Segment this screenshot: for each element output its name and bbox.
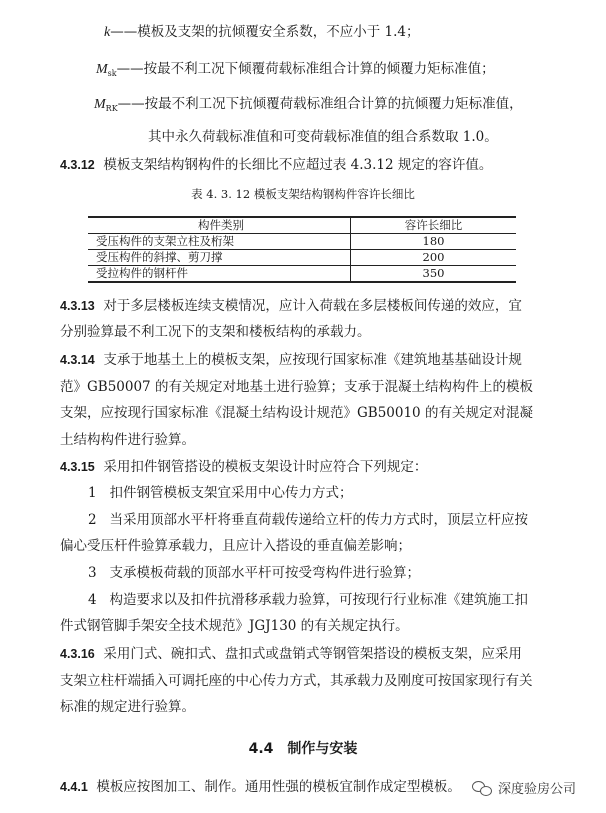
item-text: 支承模板荷载的顶部水平杆可按受弯构件进行验算；	[109, 565, 420, 581]
clause-text: 对于多层楼板连续支模情况，应计入荷载在多层楼板间传递的效应，宜	[103, 298, 522, 314]
symbol-m: M	[94, 97, 106, 112]
list-item	[88, 484, 352, 502]
clause-text-continued: 土结构构件进行验算。	[60, 432, 195, 448]
list-item	[88, 511, 528, 529]
table-cell: 180	[351, 234, 517, 250]
item-text-continued: 件式钢管脚手架安全技术规范》JGJ130 的有关规定执行。	[60, 618, 409, 634]
item-text: 扣件钢管模板支架宜采用中心传力方式；	[109, 485, 353, 501]
table-row	[88, 266, 516, 283]
clause-4-4-1	[60, 778, 461, 796]
definition-mrk-text: ——按最不利工况下抗倾覆荷载标准组合计算的抗倾覆力矩标准值，	[117, 96, 523, 112]
clause-4-3-13	[60, 297, 522, 315]
table-header-cell: 容许长细比	[351, 217, 517, 234]
clause-text-continued: 标准的规定进行验算。	[60, 699, 195, 715]
item-text: 构造要求以及扣件抗滑移承载力验算，可按现行行业标准《建筑施工扣	[109, 592, 528, 608]
table-row	[88, 234, 516, 250]
clause-text: 模板应按图加工、制作。通用性强的模板宜制作成定型模板。	[96, 779, 461, 795]
table-cell: 受拉构件的钢杆件	[88, 266, 351, 283]
clause-4-3-16	[60, 645, 522, 663]
item-number: 3	[88, 565, 97, 581]
clause-text-continued: 支架，应按现行国家标准《混凝土结构设计规范》GB50010 的有关规定对混凝	[60, 405, 533, 421]
clause-text: 采用门式、碗扣式、盘扣式或盘销式等钢管架搭设的模板支架，应采用	[103, 646, 522, 662]
table-row	[88, 250, 516, 266]
clause-4-3-14	[60, 351, 522, 369]
definition-k	[104, 23, 419, 42]
clause-text: 采用扣件钢管搭设的模板支架设计时应符合下列规定：	[103, 459, 428, 475]
section-heading: 4.4 制作与安装	[248, 741, 358, 757]
definition-continuation: 其中永久荷载标准值和可变荷载标准值的组合系数取 1.0。	[148, 129, 498, 145]
watermark-text: 深度验房公司	[498, 782, 577, 797]
symbol-k: k	[104, 25, 111, 40]
table-cell: 350	[351, 266, 517, 283]
list-item	[88, 564, 420, 582]
clause-4-3-15	[60, 458, 427, 476]
item-text: 当采用顶部水平杆将垂直荷载传递给立杆的传力方式时，顶层立杆应按	[109, 512, 528, 528]
table-cell: 200	[351, 250, 517, 266]
item-number: 4	[88, 592, 97, 608]
clause-4-3-12	[60, 156, 492, 174]
table-cell: 受压构件的斜撑、剪刀撑	[88, 250, 351, 266]
watermark	[472, 778, 576, 797]
definition-msk-text: ——按最不利工况下倾覆荷载标准组合计算的倾覆力矩标准值；	[116, 61, 495, 77]
table-header-cell: 构件类别	[88, 217, 351, 234]
table-cell: 受压构件的支架立柱及桁架	[88, 234, 351, 250]
clause-number: 4.3.15	[60, 460, 95, 474]
definition-mrk	[94, 95, 523, 118]
clause-text-continued: 支架立柱杆端插入可调托座的中心传力方式，其承载力及刚度可按国家现行有关	[60, 673, 533, 689]
list-item	[88, 591, 528, 609]
clause-number: 4.3.12	[60, 158, 95, 172]
symbol-m: M	[96, 62, 108, 77]
item-number: 1	[88, 485, 97, 501]
definition-msk	[96, 60, 495, 83]
clause-text-continued: 分别验算最不利工况下的支架和楼板结构的承载力。	[60, 324, 371, 340]
item-text-continued: 偏心受压杆件验算承载力，且应计入搭设的垂直偏差影响；	[60, 538, 411, 554]
table-caption: 表 4. 3. 12 模板支架结构钢构件容许长细比	[191, 187, 415, 201]
clause-number: 4.3.16	[60, 647, 95, 661]
wechat-icon	[472, 780, 492, 796]
clause-number: 4.4.1	[60, 780, 88, 794]
clause-text: 模板支架结构钢构件的长细比不应超过表 4.3.12 规定的容许值。	[103, 157, 493, 173]
slenderness-table	[88, 216, 516, 283]
clause-text: 支承于地基土上的模板支架，应按现行国家标准《建筑地基基础设计规	[103, 352, 522, 368]
definition-k-text: ——模板及支架的抗倾覆安全系数，不应小于 1.4；	[110, 24, 420, 40]
clause-text-continued: 范》GB50007 的有关规定对地基土进行验算；支承于混凝土结构构件上的模板	[60, 379, 533, 395]
item-number: 2	[88, 512, 97, 528]
subscript-sk: sk	[107, 69, 117, 78]
table-header-row	[88, 217, 516, 234]
clause-number: 4.3.13	[60, 299, 95, 313]
clause-number: 4.3.14	[60, 353, 95, 367]
subscript-rk: RK	[105, 104, 118, 113]
